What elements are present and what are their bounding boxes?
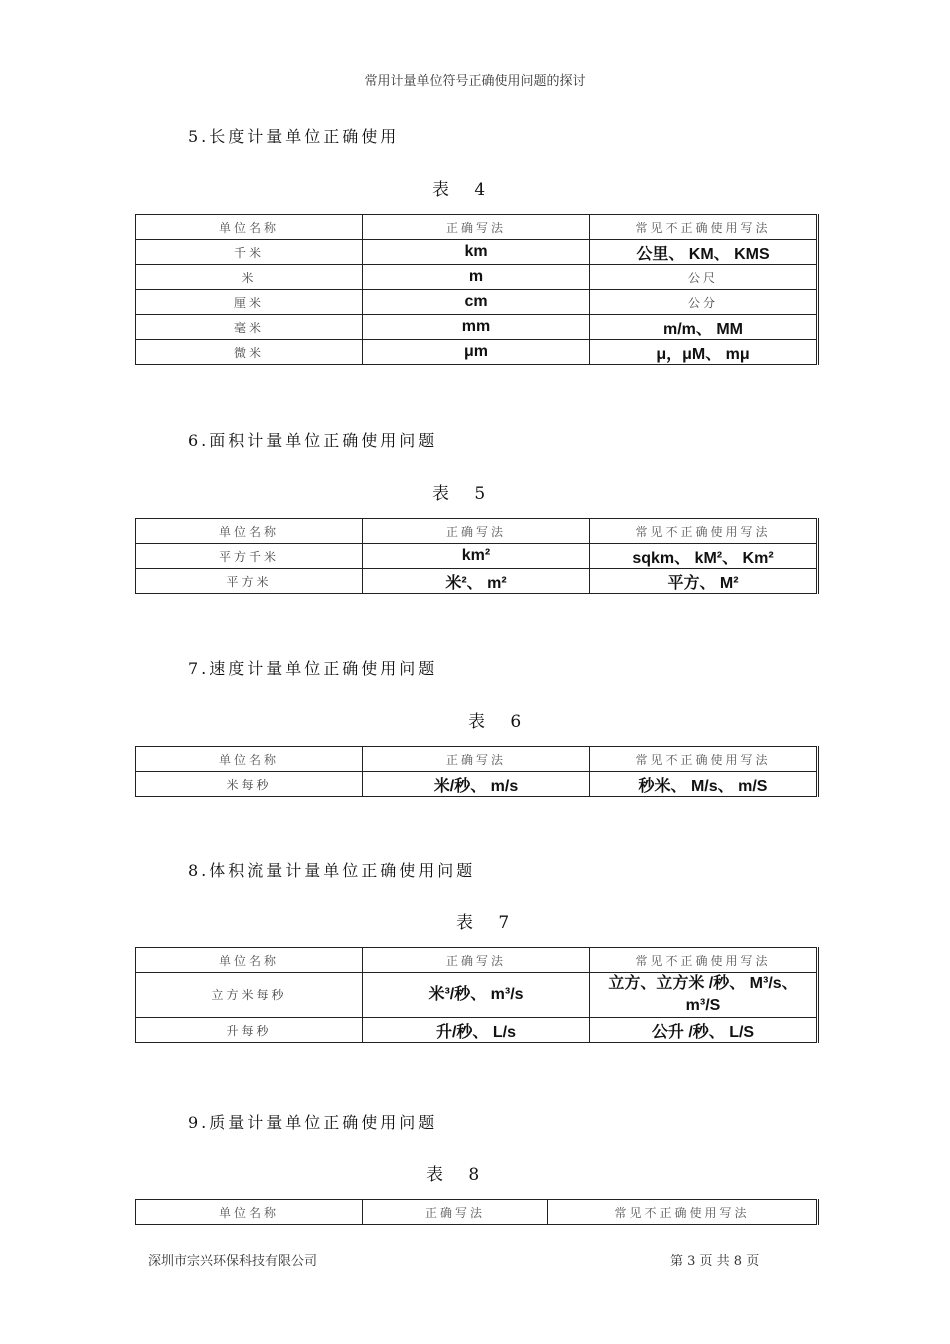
table-header-row	[136, 519, 818, 544]
unit-name: 立方米每秒	[136, 973, 363, 1018]
table-caption-6: 表 6	[468, 712, 532, 732]
column-header: 常见不正确使用写法	[548, 1200, 818, 1225]
table-header-row	[136, 747, 818, 772]
column-header: 单位名称	[136, 215, 363, 240]
correct-symbol: cm	[363, 290, 590, 315]
column-header: 单位名称	[136, 948, 363, 973]
table-row	[136, 290, 818, 315]
incorrect-symbol: 公分	[590, 290, 818, 315]
column-header: 正确写法	[363, 747, 590, 772]
incorrect-symbol: μ，μM、 mμ	[590, 340, 818, 365]
table-row	[136, 315, 818, 340]
footer-page-number: 第 3 页 共 8 页	[670, 1254, 760, 1269]
column-header: 常见不正确使用写法	[590, 215, 818, 240]
table-caption-4: 表 4	[432, 180, 496, 200]
footer-company: 深圳市宗兴环保科技有限公司	[148, 1254, 318, 1269]
section-heading-9: 9.质量计量单位正确使用问题	[188, 1113, 438, 1132]
column-header: 常见不正确使用写法	[590, 747, 818, 772]
table-caption-7: 表 7	[456, 913, 520, 933]
correct-symbol: km	[363, 240, 590, 265]
unit-name: 平方千米	[136, 544, 363, 569]
table-row	[136, 569, 818, 594]
column-header: 常见不正确使用写法	[590, 948, 818, 973]
table-6	[135, 746, 819, 797]
incorrect-symbol: 平方、 M²	[590, 569, 818, 594]
correct-symbol: km²	[363, 544, 590, 569]
unit-name: 平方米	[136, 569, 363, 594]
table-7	[135, 947, 819, 1043]
table-row	[136, 1018, 818, 1043]
column-header: 正确写法	[363, 215, 590, 240]
unit-name: 升每秒	[136, 1018, 363, 1043]
incorrect-symbol: 秒米、 M/s、 m/S	[590, 772, 818, 797]
table-header-row	[136, 948, 818, 973]
correct-symbol: μm	[363, 340, 590, 365]
correct-symbol: m	[363, 265, 590, 290]
table-8	[135, 1199, 819, 1225]
incorrect-symbol: 公尺	[590, 265, 818, 290]
incorrect-symbol: sqkm、 kM²、 Km²	[590, 544, 818, 569]
table-row	[136, 240, 818, 265]
table-caption-8: 表 8	[426, 1165, 490, 1185]
correct-symbol: 米³/秒、 m³/s	[363, 973, 590, 1018]
table-header-row	[136, 1200, 818, 1225]
column-header: 正确写法	[363, 519, 590, 544]
correct-symbol: mm	[363, 315, 590, 340]
incorrect-symbol: m/m、 MM	[590, 315, 818, 340]
table-row	[136, 772, 818, 797]
unit-name: 厘米	[136, 290, 363, 315]
section-heading-8: 8.体积流量计量单位正确使用问题	[188, 861, 476, 880]
unit-name: 米	[136, 265, 363, 290]
correct-symbol: 升/秒、 L/s	[363, 1018, 590, 1043]
column-header: 单位名称	[136, 519, 363, 544]
table-5	[135, 518, 819, 594]
table-caption-5: 表 5	[432, 484, 496, 504]
incorrect-symbol: 立方、立方米 /秒、 M³/s、 m³/S	[590, 973, 818, 1018]
unit-name: 千米	[136, 240, 363, 265]
table-4	[135, 214, 819, 365]
table-row	[136, 265, 818, 290]
column-header: 正确写法	[363, 948, 590, 973]
unit-name: 米每秒	[136, 772, 363, 797]
table-row	[136, 973, 818, 1018]
unit-name: 微米	[136, 340, 363, 365]
correct-symbol: 米²、 m²	[363, 569, 590, 594]
section-heading-7: 7.速度计量单位正确使用问题	[188, 659, 438, 678]
column-header: 常见不正确使用写法	[590, 519, 818, 544]
table-row	[136, 544, 818, 569]
table-row	[136, 340, 818, 365]
column-header: 单位名称	[136, 747, 363, 772]
unit-name: 毫米	[136, 315, 363, 340]
column-header: 单位名称	[136, 1200, 363, 1225]
section-heading-5: 5.长度计量单位正确使用	[188, 127, 400, 146]
correct-symbol: 米/秒、 m/s	[363, 772, 590, 797]
section-heading-6: 6.面积计量单位正确使用问题	[188, 431, 438, 450]
incorrect-symbol: 公里、 KM、 KMS	[590, 240, 818, 265]
table-header-row	[136, 215, 818, 240]
page-header: 常用计量单位符号正确使用问题的探讨	[364, 74, 586, 89]
incorrect-symbol: 公升 /秒、 L/S	[590, 1018, 818, 1043]
column-header: 正确写法	[363, 1200, 548, 1225]
